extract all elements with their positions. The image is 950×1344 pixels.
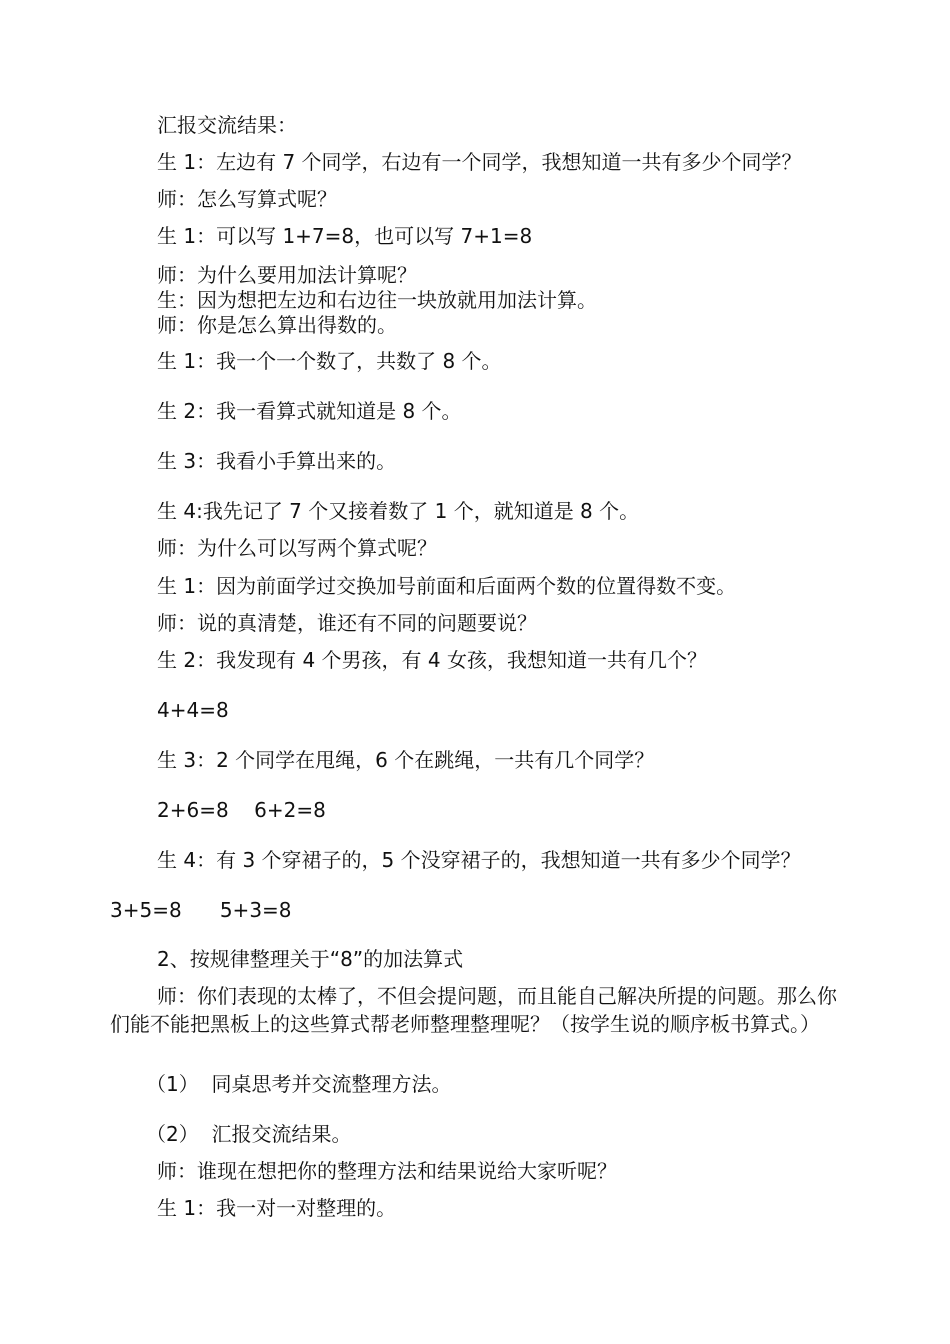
list-item: （2） 汇报交流结果。	[146, 1122, 352, 1146]
text-line: 师：为什么可以写两个算式呢？	[157, 536, 437, 560]
text-line: 生 1：我一个一个数了，共数了 8 个。	[157, 349, 502, 373]
text-line: 生 1：我一对一对整理的。	[157, 1196, 397, 1220]
text-line: 生 1：左边有 7 个同学，右边有一个同学，我想知道一共有多少个同学？	[157, 150, 802, 174]
text-line: 生 2：我发现有 4 个男孩，有 4 女孩，我想知道一共有几个？	[157, 648, 707, 672]
text-line: 汇报交流结果：	[157, 113, 297, 137]
section-heading: 2、按规律整理关于“8”的加法算式	[157, 947, 464, 971]
paragraph: 师：你们表现的太棒了，不但会提问题，而且能自己解决所提的问题。那么你们能不能把黑板上的这些算式帮老师整理整理呢？（按学生说的顺序板书算式。）	[110, 984, 837, 1036]
text-line: 师：说的真清楚，谁还有不同的问题要说？	[157, 611, 537, 635]
text-line: 生 3：我看小手算出来的。	[157, 449, 397, 473]
text-line: 生 2：我一看算式就知道是 8 个。	[157, 399, 462, 423]
text-line: 师：谁现在想把你的整理方法和结果说给大家听呢？	[157, 1159, 617, 1183]
text-line: 生：因为想把左边和右边往一块放就用加法计算。	[157, 288, 597, 312]
text-line: 生 4：有 3 个穿裙子的，5 个没穿裙子的，我想知道一共有多少个同学？	[157, 848, 801, 872]
text-line: 生 4:我先记了 7 个又接着数了 1 个，就知道是 8 个。	[157, 499, 640, 523]
text-line: 生 1：可以写 1+7=8，也可以写 7+1=8	[157, 224, 533, 248]
equation: 4+4=8	[157, 698, 229, 722]
equation: 3+5=8 5+3=8	[110, 898, 292, 922]
list-item: （1） 同桌思考并交流整理方法。	[146, 1072, 452, 1096]
equation: 2+6=8 6+2=8	[157, 798, 326, 822]
text-line: 生 1：因为前面学过交换加号前面和后面两个数的位置得数不变。	[157, 574, 737, 598]
text-line: 师：怎么写算式呢？	[157, 187, 337, 211]
text-line: 生 3：2 个同学在甩绳，6 个在跳绳，一共有几个同学？	[157, 748, 655, 772]
text-line: 师：为什么要用加法计算呢？	[157, 263, 417, 287]
text-line: 师：你是怎么算出得数的。	[157, 313, 397, 337]
